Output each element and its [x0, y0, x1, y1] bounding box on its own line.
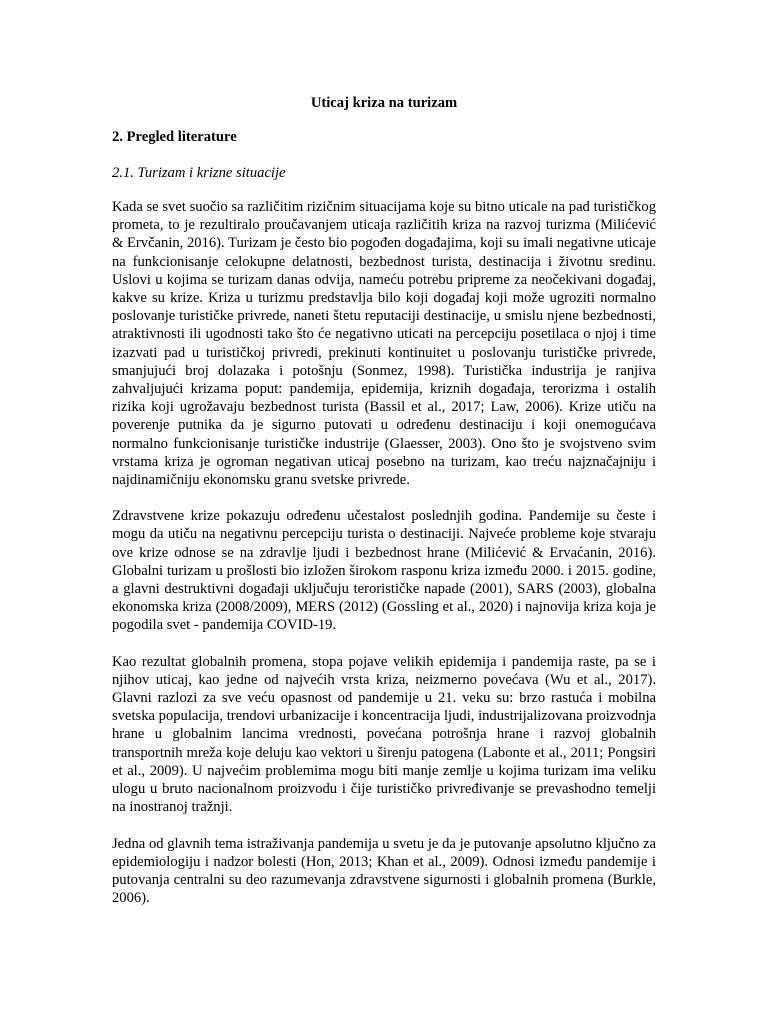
paragraph-2: Zdravstvene krize pokazuju određenu učestalost poslednjih godina. Pandemije su česte i mogu da utiču na negativnu percepciju turista o destinaciji. Najveće probleme koje stvaraju ove krize odnose se na zdravlje ljudi i bezbednost hrane (Milićević & Ervaćanin, 2016). Globalni turizam u prošlosti bio izložen širokom rasponu kriza između 2000. i 2015. godine, a glavni destruktivni događaji uključuju terorističke napade (2001), SARS (2003), globalna ekonomska kriza (2008/2009), MERS (2012) (Gossling et al., 2020) i najnovija kriza koja je pogodila svet - pandemija COVID-19. — [112, 508, 656, 634]
document-title: Uticaj kriza na turizam — [310, 95, 458, 111]
paragraph-4: Jedna od glavnih tema istraživanja pandemija u svetu je da je putovanje apsolutno ključno za epidemiologiju i nadzor bolesti (Hon, 2013; Khan et al., 2009). Odnosi između pandemije i putovanja centralni su deo razumevanja zdravstvene sigurnosti i globalnih promena (Burkle, 2006). — [112, 835, 656, 907]
subsection-heading: 2.1. Turizam i krizne situacije — [112, 165, 286, 181]
paragraph-3: Kao rezultat globalnih promena, stopa pojave velikih epidemija i pandemija raste, pa se i njihov uticaj, kao jedne od najvećih vrsta kriza, neizmerno povećava (Wu et al., 2017). Glavni razlozi za sve veću opasnost od pandemije u 21. veku su: brzo rastuća i mobilna svetska populacija, trendovi urbanizacije i koncentracija ljudi, industrijalizovana proizvodnja hrane u globalnim lancima vrednosti, povećana potrošnja hrane i razvoj globalnih transportnih mreža koje deluju kao vektori u širenju patogena (Labonte et al., 2011; Pongsiri et al., 2009). U najvećim problemima mogu biti manje zemlje u kojima turizam ima veliku ulogu u bruto nacionalnom proizvodu i čije turističko privređivanje se prevashodno temelji na inostranoj tražnji. — [112, 653, 656, 816]
section-heading: 2. Pregled literature — [112, 129, 237, 145]
paragraph-1: Kada se svet suočio sa različitim rizičnim situacijama koje su bitno uticale na pad turističkog prometa, to je rezultiralo proučavanjem uticaja različitih kriza na razvoj turizma (Milićević & Ervčanin, 2016). Turizam je često bio pogođen događajima, koji su imali negativne uticaje na funkcionisanje celokupne delatnosti, bezbednost turista, destinacija i životnu sredinu. Uslovi u kojima se turizam danas odvija, nameću potrebu pripreme za neočekivani događaj, kakve su krize. Kriza u turizmu predstavlja bilo koji događaj koji može ugroziti normalno poslovanje turističke privrede, naneti štetu reputaciji destinacije, u smislu njene bezbednosti, atraktivnosti ili ugodnosti tako što će negativno uticati na percepciju posetilaca o njoj i time izazvati pad u turističkoj privredi, prekinuti kontinuitet u poslovanju turističke privrede, smanjujući broj dolazaka i potošnju (Sonmez, 1998). Turistička industrija je ranjiva zahvaljujući krizama poput: pandemija, epidemija, kriznih događaja, terorizma i ostalih rizika koji ugrožavaju bezbednost turista (Bassil et al., 2017; Law, 2006). Krize utiču na poverenje putnika da je sigurno putovati u određenu destinaciju i koji onemogućava normalno funkcionisanje turističke industrije (Glaesser, 2003). Ono što je svojstveno svim vrstama kriza je ogroman negativan uticaj posebno na turizam, kao treću najznačajniju i najdinamičniju ekonomsku granu svetske privrede. — [112, 199, 656, 489]
